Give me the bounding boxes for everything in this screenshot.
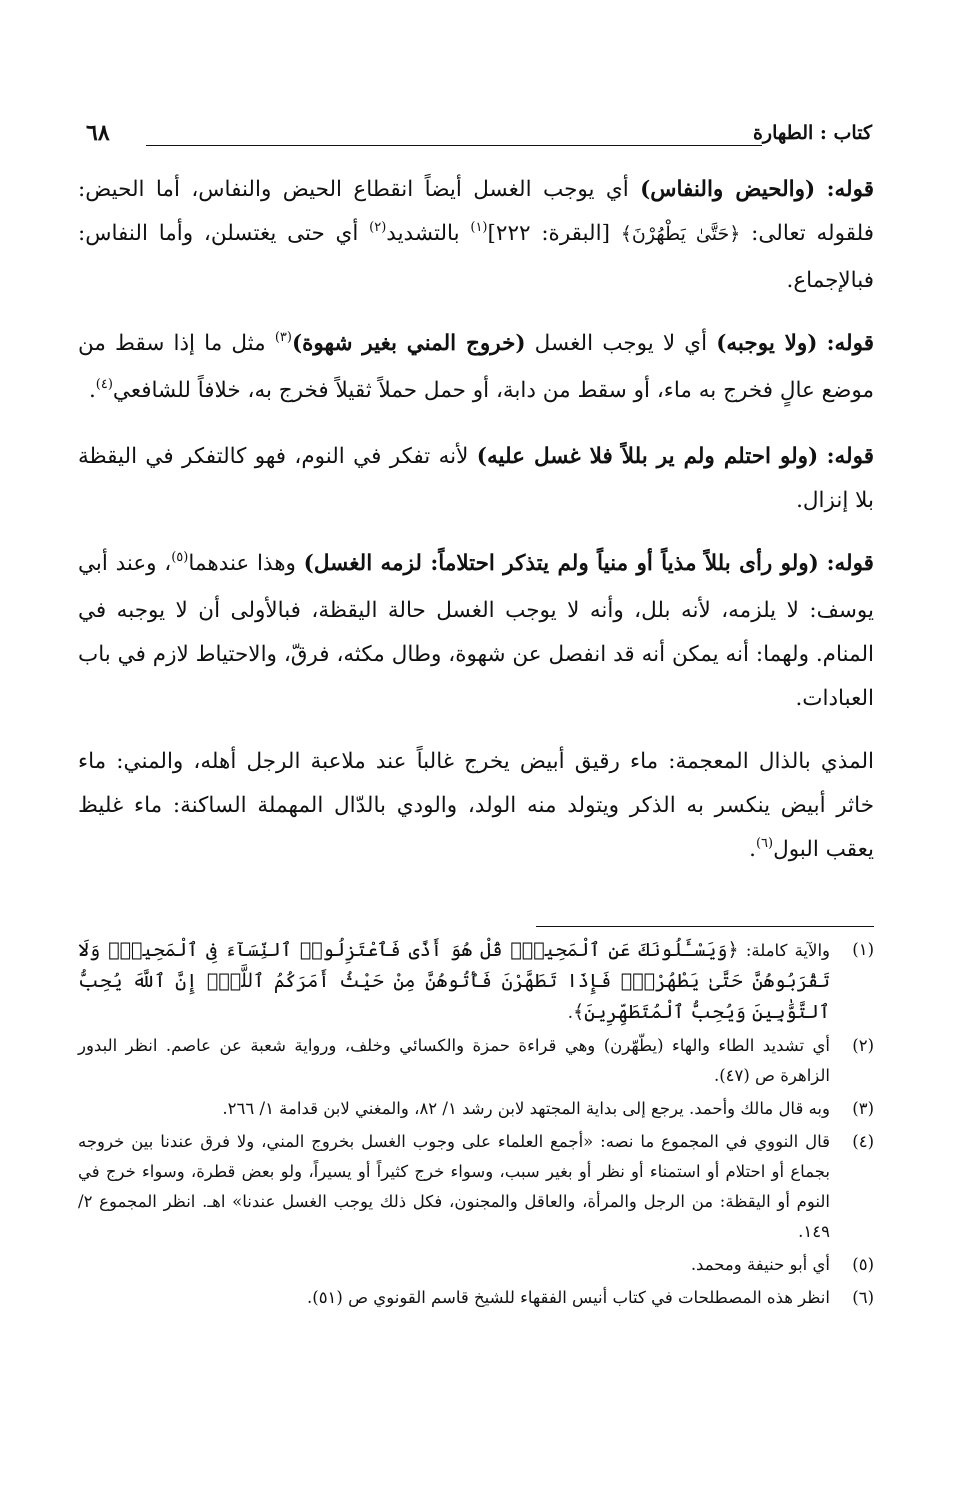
- footnote-marker[interactable]: (٦): [755, 836, 774, 851]
- footnote-3: [78, 1094, 874, 1124]
- footnote-text: [78, 935, 830, 1028]
- footnote-5: [78, 1250, 874, 1280]
- footnote-text: قال النووي في المجموع ما نصه: «أجمع العلماء على وجوب الغسل بخروج المني، ولا فرق عندنا بين خروجه بجماع أو احتلام أو استمناء أو نظر أو بغير سبب، وسواء خرج كثيراً أو يسيراً، ولو بعض قطرة، وسواء خرج في النوم أو اليقظة: من الرجل والمرأة، والعاقل والمجنون، فكل ذلك يوجب الغسل عندنا» اهـ. انظر المجموع ٢/ ١٤٩.: [78, 1132, 830, 1241]
- page-number: ٦٨: [86, 120, 110, 146]
- footnote-number: (٦): [852, 1288, 874, 1307]
- footnote-number: (١): [852, 940, 874, 959]
- footnote-number: (٥): [852, 1255, 874, 1274]
- paragraph-5: [78, 740, 874, 875]
- footnote-marker[interactable]: (٢): [369, 220, 387, 235]
- paragraph-text: بالتشديد: [386, 221, 471, 246]
- footnotes: [78, 935, 874, 1316]
- paragraph-text: ، وعند أبي يوسف: لا يلزمه، لأنه بلل، وأنه لا يوجب الغسل حالة اليقظة، فبالأولى أن لا يوجبه في المنام. ولهما: أنه يمكن أنه قد انفصل عن شهوة، وطال مكثه، فرقّ، والاحتياط لازم في باب العبادات.: [78, 551, 874, 711]
- quran-verse: ﴿وَيَسْـَٔلُونَكَ عَنِ ٱلْمَحِيضِۖ قُلْ هُوَ أَذًى فَٱعْتَزِلُوا۟ ٱلنِّسَآءَ فِى ٱلْمَحِيضِۖ وَلَا تَقْرَبُوهُنَّ حَتَّىٰ يَطْهُرْنَۖ فَإِذَا تَطَهَّرْنَ فَأْتُوهُنَّ مِنْ حَيْثُ أَمَرَكُمُ ٱللَّهُۚ إِنَّ ٱللَّهَ يُحِبُّ ٱلتَّوَّٰبِينَ وَيُحِبُّ ٱلْمُتَطَهِّرِينَ﴾: [78, 939, 830, 1023]
- footnote-marker[interactable]: (٥): [171, 550, 189, 565]
- main-text: [78, 168, 874, 894]
- footnote-1: [78, 935, 874, 1028]
- paragraph-3: [78, 435, 874, 523]
- footnote-text: انظر هذه المصطلحات في كتاب أنيس الفقهاء للشيخ قاسم القونوي ص (٥١).: [307, 1288, 830, 1307]
- matn-quote: (ولو رأى بللاً مذياً أو منياً ولم يتذكر احتلاماً: لزمه الغسل): [303, 551, 819, 576]
- footnote-marker[interactable]: (٣): [274, 330, 292, 345]
- footnote-text-part: والآية كاملة:: [738, 941, 830, 960]
- matn-quote: (خروج المني بغير شهوة): [291, 331, 526, 356]
- paragraph-text: أي حتى يغتسلن، وأما النفاس: فبالإجماع.: [78, 221, 874, 293]
- matn-quote: (ولو احتلم ولم ير بللاً فلا غسل عليه): [476, 444, 819, 469]
- paragraph-2: [78, 322, 874, 416]
- paragraph-text: أي يوجب الغسل أيضاً انقطاع الحيض والنفاس، أما الحيض: فلقوله تعالى:: [78, 177, 874, 246]
- quran-verse: ﴿حَتَّىٰ يَطْهُرْنَ﴾: [620, 223, 741, 245]
- paragraph-text: .: [749, 837, 756, 862]
- header-rule: [146, 145, 762, 146]
- footnote-separator: [536, 926, 874, 927]
- paragraph-text: وهذا عندهما: [188, 551, 304, 576]
- footnote-marker[interactable]: (٤): [95, 377, 113, 392]
- footnote-text: أي أبو حنيفة ومحمد.: [690, 1255, 830, 1274]
- footnote-number: (٣): [852, 1099, 874, 1118]
- lead-word: قوله:: [826, 177, 874, 202]
- chapter-title: كتاب : الطهارة: [752, 122, 872, 144]
- footnote-6: [78, 1283, 874, 1313]
- paragraph-text: [البقرة: ٢٢٢]: [487, 221, 621, 246]
- lead-word: قوله:: [826, 444, 874, 469]
- footnote-number: (٢): [852, 1036, 874, 1055]
- paragraph-text: مثل ما إذا سقط من موضع عالٍ فخرج به ماء، أو سقط من دابة، أو حمل حملاً ثقيلاً فخرج به، خلافاً للشافعي: [78, 331, 874, 403]
- footnote-number: (٤): [852, 1132, 874, 1151]
- footnote-text-part: .: [567, 1003, 573, 1022]
- paragraph-1: [78, 168, 874, 303]
- footnote-4: [78, 1127, 874, 1247]
- matn-quote: (ولا يوجبه): [716, 331, 818, 356]
- footnote-marker[interactable]: (١): [470, 220, 488, 235]
- lead-word: قوله:: [826, 551, 874, 576]
- paragraph-4: [78, 542, 874, 721]
- lead-word: قوله:: [826, 331, 874, 356]
- paragraph-text: المذي بالذال المعجمة: ماء رقيق أبيض يخرج غالباً عند ملاعبة الرجل أهله، والمني: ماء خاثر أبيض ينكسر به الذكر ويتولد منه الولد، والودي بالدّال المهملة الساكنة: ماء غليظ يعقب البول: [78, 749, 874, 862]
- paragraph-text: لأنه تفكر في النوم، فهو كالتفكر في اليقظة بلا إنزال.: [78, 444, 874, 513]
- footnote-text: وبه قال مالك وأحمد. يرجع إلى بداية المجتهد لابن رشد ١/ ٨٢، والمغني لابن قدامة ١/ ٢٦٦.: [222, 1099, 830, 1118]
- matn-quote: (والحيض والنفاس): [640, 177, 816, 202]
- footnote-2: [78, 1031, 874, 1091]
- paragraph-text: أي لا يوجب الغسل: [525, 331, 717, 356]
- paragraph-text: .: [88, 378, 96, 403]
- running-head: [86, 118, 872, 152]
- footnote-text: أي تشديد الطاء والهاء (يطّهّرن) وهي قراءة حمزة والكسائي وخلف، ورواية شعبة عن عاصم. انظر البدور الزاهرة ص (٤٧).: [78, 1036, 830, 1085]
